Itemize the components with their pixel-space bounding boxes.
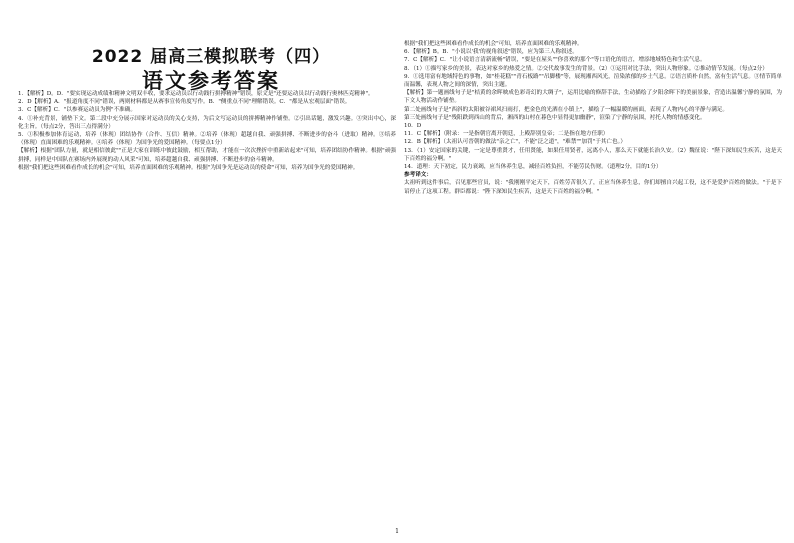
page-number: 1 (395, 528, 399, 535)
answer-paragraph: 12．B【解析】（太祖认可晋朝的做法"亲之亡"，不能"泛之道"，"难禁""加罚"于其亡也。） (404, 139, 626, 146)
answer-paragraph: 11．C【解析】（附录：一是指朝官离开朝廷，上殿辞别皇帝；二是指在地方任职） (404, 131, 609, 138)
translation-heading: 参考译文： (404, 172, 432, 179)
answer-paragraph: 4．①补充背景，铺垫下文。第二段中充分展示国家对运动员的关心支持，为后文写运动员的拼搏精神作铺垫。②引出话题，激发兴趣。③突出中心，深化主旨。（每点2分，答出三点得满分） (18, 115, 396, 130)
right-column (404, 40, 782, 196)
answer-paragraph: 1．【解析】D。D．"要实现运动成绩和精神文明双丰收，要求运动员以行动践行拼搏精神"错误，原文是"还要运动员以行动践行奥林匹克精神"。 (18, 91, 374, 97)
answer-paragraph: 14．道理：天下初定，民力衰竭，应当休养生息，减轻百姓负担，不能劳民伤财。（道理2分，目的1分） (404, 164, 662, 171)
translation-paragraph: 太祖听到这件事后，召见那些官员，说："我刚刚平定天下，百姓劳苦很久了，正应当休养生息，你们却擅自兴起工役，这不是爱护百姓的做法。"于是下诏停止了这项工程。群臣都说："陛下深知民生疾苦，这是天下百姓的福分啊。" (404, 180, 782, 195)
answer-paragraph: 2．D【解析】A．"报道角度不同"错误，两则材料都是从赛事宣传角度写作。B．"侧重点不同"理解错误。C．"都是从宏观层面"错误。 (18, 99, 351, 106)
answer-paragraph: 5．①积极参加体育运动，培养（体现）团结协作（合作、互信）精神。②培养（体现）超越自我、顽强拼搏、不断进步的奋斗（进取）精神。③培养（体现）直面困难的乐观精神。④培养（体现）为国争光的爱国精神。（每要点1分） (18, 132, 396, 147)
answer-paragraph: 10．D (404, 123, 422, 130)
answer-paragraph: 7．C【解析】C．"让小说语言清新流畅"错误，"要是在屋头""你喜欢的那个"等口语化的语言，增添地域特色和生活气息。 (404, 57, 706, 64)
answer-paragraph: 根据"我们把这些困难看作成长的机会"可知，培养直面困难的乐观精神。 (404, 41, 583, 47)
answer-paragraph: 13．（1）安定国家的关键，一定是尊重贤才，任用贤能，如果任用贤者，远离小人，那么天下就能长治久安。（2）魏征说："陛下深知民生疾苦，这是天下百姓的福分啊。" (404, 147, 782, 162)
answer-paragraph: 8．（1）①描写家乡的美景，表达对家乡的热爱之情。②交代故事发生的背景。（2）①运用对比手法，突出人物形象。②推动情节发展。（每点2分） (404, 65, 768, 72)
answer-paragraph: 6．【解析】B。B．"小说以'我'的视角叙述"错误，应为第三人称叙述。 (404, 49, 578, 56)
left-column (18, 90, 396, 172)
answer-paragraph: 根据"我们把这些困难看作成长的机会"可知，培养直面困难的乐观精神。根据"为国争光是运动员的使命"可知，培养为国争光的爱国精神。 (18, 164, 359, 171)
answer-paragraph: 9．①选用富有地域特色的事物，如"桂花糕""青石板路""吊脚楼"等，展现湘西风光，渲染浓郁的乡土气息。②语言质朴自然，富有生活气息。③情节简单而温馨，表现人物之间的深情，突出主题。 (404, 73, 782, 89)
exam-title: 2022 届高三模拟联考（四） (91, 47, 331, 67)
answer-key-heading: 语文参考答案 (142, 69, 280, 93)
answer-paragraph: 第三处画线句子是"残阳跌到西山的背后，湘西的山村在暮色中显得更加幽静"，渲染了宁静的氛围，衬托人物的情感变化。 (404, 114, 706, 121)
answer-paragraph: 【解析】根据"团队力量，就是相信彼此""正是大家在训练中彼此鼓励，相互帮助，才能在一次次挫折中重新站起来"可知，培养团结协作精神。根据"顽强拼搏，同样是中国队在赛场内外展现的动人风采"可知，培养超越自我、顽强拼搏、不断进步的奋斗精神。 (18, 148, 396, 163)
answer-paragraph: 3．C【解析】C．"以参赛运动员为例"不准确。 (18, 107, 136, 114)
answer-paragraph: 第二处画线句子是"西斜的太阳被谷裙风扫雨打，把金色的光洒在小镇上"，描绘了一幅温暖的画面，表现了人物内心的平静与满足。 (404, 106, 728, 113)
answer-paragraph: 【解析】第一题画线句子是"桔黄的余晖映成色彩奇幻的大绸子"，运用比喻的修辞手法，生动描绘了夕阳余晖下的美丽景象，营造出温馨宁静的氛围，为下文人物活动作铺垫。 (404, 90, 782, 105)
